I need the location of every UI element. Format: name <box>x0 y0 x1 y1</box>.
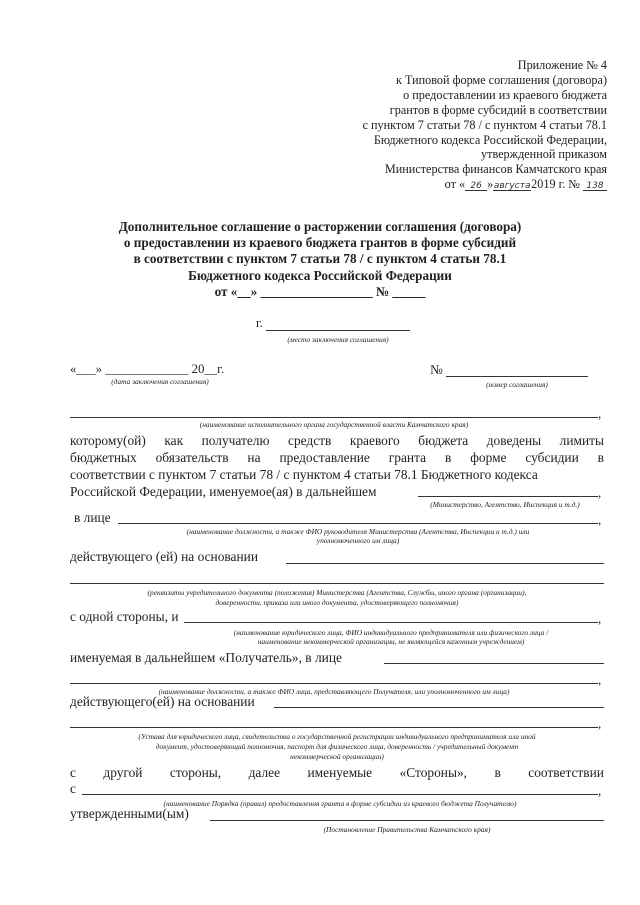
in-person-label: в лице <box>74 510 111 525</box>
place-prefix: г. <box>256 316 263 330</box>
acting-basis-label: действующего (ей) на основании <box>70 549 258 564</box>
recipient-label: именуемая в дальнейшем «Получатель», в лице <box>70 650 342 665</box>
title-date-line: от «__» _________________ № _____ <box>214 283 426 299</box>
number-prefix: № <box>430 362 443 377</box>
order-rules-field[interactable] <box>82 794 598 795</box>
other-side-line: с другой стороны, далее именуемые «Стороны», в соответствии <box>70 765 604 780</box>
number-note: (номер соглашения) <box>486 380 548 389</box>
recipient-field-2[interactable] <box>70 683 598 684</box>
acting-basis-2-field-2[interactable] <box>70 727 598 728</box>
appendix-line: о предоставлении из краевого бюджета <box>403 87 607 102</box>
organ-note: (наименование исполнительного органа государственной власти Камчатского края) <box>199 420 469 429</box>
ministry-field[interactable] <box>418 496 598 497</box>
agreement-date[interactable]: «___» _____________ 20__г. <box>70 362 225 376</box>
order-number: 138 <box>583 179 607 191</box>
date-note: (дата заключения соглашения) <box>111 377 209 386</box>
counterparty-field[interactable] <box>184 622 598 623</box>
appendix-line: Бюджетного кодекса Российской Федерации, <box>373 132 607 147</box>
one-side-label: с одной стороны, и <box>70 609 179 624</box>
recipient-field[interactable] <box>384 663 604 664</box>
in-person-field[interactable] <box>118 523 598 524</box>
order-month: августа <box>493 181 531 192</box>
appendix-line: Министерства финансов Камчатского края <box>384 162 607 177</box>
organ-field[interactable] <box>70 417 598 418</box>
approved-label: утвержденными(ым) <box>70 806 189 821</box>
approved-field[interactable] <box>210 820 604 821</box>
acting-basis-field[interactable] <box>286 563 604 564</box>
agreement-number-field[interactable] <box>446 376 588 377</box>
recipient-paragraph: которому(ой) как получателю средств краевого бюджета доведены лимиты бюджетных обязательств на предоставление гранта в форме субсидии в соответствии с пунктом 7 статьи 78 / с пунктом 4 статьи 78.1 Бюджетного кодекса Российской Федерации, именуемое(ая) в дальнейшем <box>70 433 604 499</box>
appendix-line: с пунктом 7 статьи 78 / с пунктом 4 статьи 78.1 <box>362 117 607 132</box>
ministry-note: (Министерство, Агентство, Инспекция и т.д.) <box>430 500 580 509</box>
acting-basis-2-label: действующего(ей) на основании <box>70 694 255 709</box>
order-date-line: от « 26 »августа2019 г. № 138 <box>287 177 607 192</box>
acting-basis-field-2[interactable] <box>70 583 604 584</box>
appendix-line: Приложение № 4 <box>517 58 607 72</box>
place-note: (место заключения соглашения) <box>287 335 389 344</box>
acting-basis-2-field[interactable] <box>274 707 604 708</box>
order-day: 26 <box>465 179 487 191</box>
appendix-block <box>287 58 607 192</box>
with-label: с <box>70 781 76 796</box>
appendix-line: к Типовой форме соглашения (договора) <box>396 72 607 87</box>
place-field[interactable] <box>266 330 410 331</box>
appendix-line: утвержденной приказом <box>481 147 607 162</box>
document-title: Дополнительное соглашение о расторжении соглашения (договора) о предоставлении из краевого бюджета грантов в форме субсидий в соответствии с пунктом 7 статьи 78 / с пунктом 4 статьи 78.1 Бюджетного кодекса Российской Федерации от «__» _________________ № _____ <box>0 219 640 300</box>
appendix-line: грантов в форме субсидий в соответствии <box>389 102 607 117</box>
comma: , <box>598 406 602 421</box>
